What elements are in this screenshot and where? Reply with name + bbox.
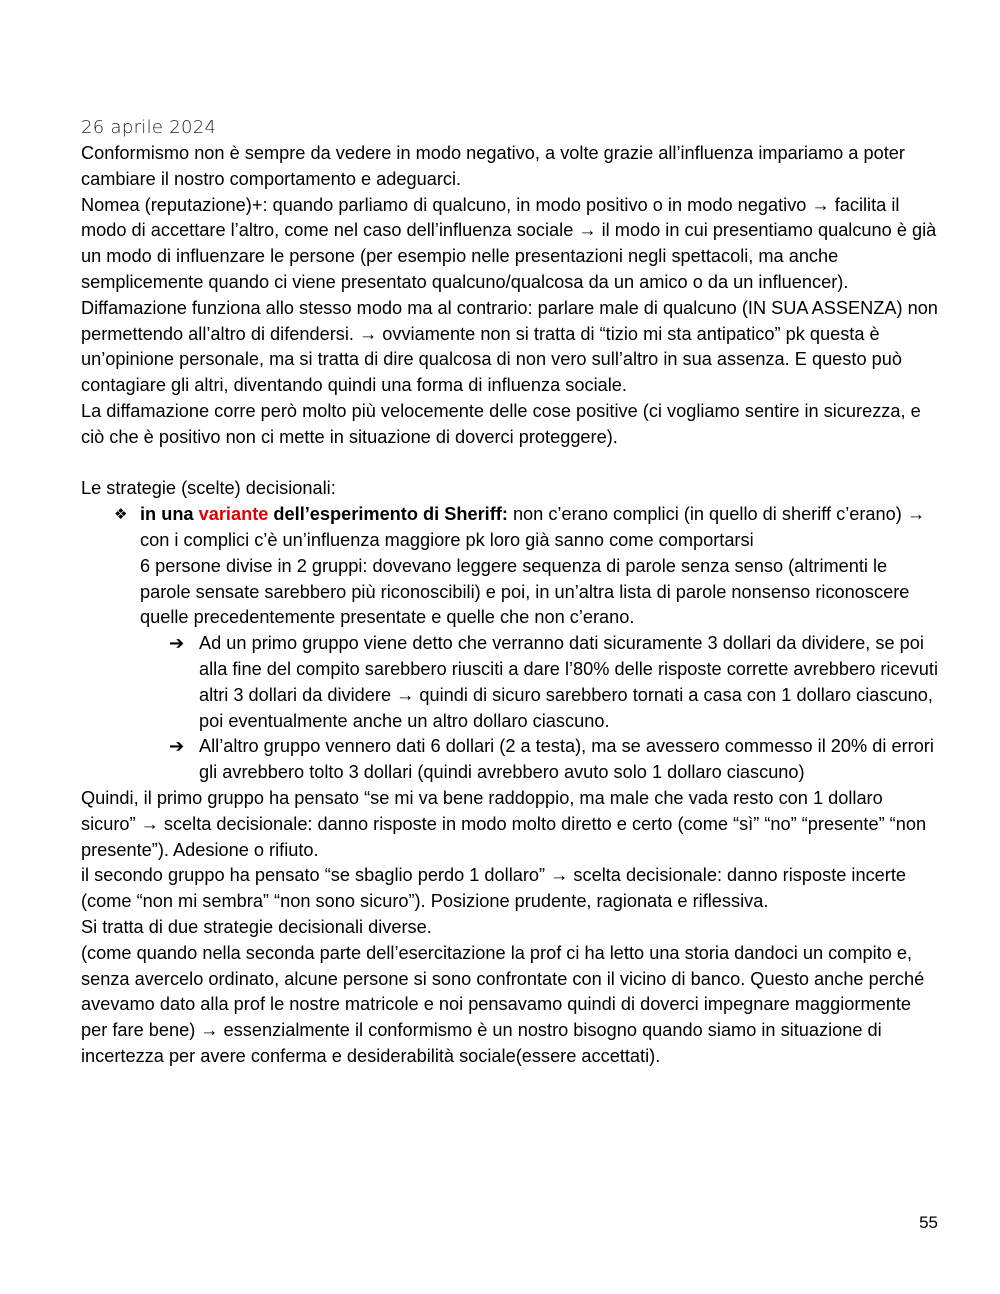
paragraph-diffamazione: Diffamazione funziona allo stesso modo ma al contrario: parlare male di qualcuno (IN SUA ASSENZA) non permettendo all’altro di difendersi. → ovviamente non si tratta di “tizio mi sta antipatico” pk questa è un’opinione personale, ma si tratta di dire qualcosa di non vero sull’altro in sua assenza. E questo può contagiare gli altri, diventando quindi una forma di influenza sociale. <box>81 297 938 396</box>
paragraph-diffamazione-velocita: La diffamazione corre però molto più velocemente delle cose positive (ci vogliamo sentire in sicurezza, e ciò che è positivo non ci mette in situazione di doverci proteggere). <box>81 400 921 447</box>
blank-line <box>81 451 941 477</box>
diamond-bullet-icon: ❖ <box>114 506 128 524</box>
sub-bullet-text: All’altro gruppo vennero dati 6 dollari (2 a testa), ma se avessero commesso il 20% di errori gli avrebbero tolto 3 dollari (quindi avrebbero avuto solo 1 dollaro ciascuno) <box>199 736 934 783</box>
highlight-variante: variante <box>198 504 269 525</box>
arrow-bullet-icon: ➔ <box>169 736 185 757</box>
paragraph-conformismo: Conformismo non è sempre da vedere in modo negativo, a volte grazie all’influenza impariamo a poter cambiare il nostro comportamento e adeguarci. <box>81 143 905 189</box>
sub-bullet-text: Ad un primo gruppo viene detto che verranno dati sicuramente 3 dollari da dividere, se poi alla fine del compito sarebbero riusciti a dare l’80% delle risposte corrette avrebbero ricevuti altri 3 dollari da dividere → quindi di sicuro sarebbero tornati a casa con 1 dollaro ciascuno, poi eventualmente anche un altro dollaro ciascuno. <box>199 633 938 731</box>
conclusion-first-group: Quindi, il primo gruppo ha pensato “se mi va bene raddoppio, ma male che vada resto con 1 dollaro sicuro” → scelta decisionale: danno risposte in modo molto diretto e certo (come “sì” “no” “presente” “non presente”). Adesione o rifiuto. <box>81 787 927 860</box>
bullet-body: non c’erano complici (in quello di sheriff c’erano) → con i complici c’è un’influenza maggiore pk loro già sanno come comportarsi <box>140 504 926 550</box>
paragraph-nomea: Nomea (reputazione)+: quando parliamo di qualcuno, in modo positivo o in modo negativo → facilita il modo di accettare l’altro, come nel caso dell’influenza sociale → il modo in cui presentiamo qualcuno è già un modo di influenzare le persone (per esempio nelle presentazioni negli spettacoli, ma anche semplicemente quando ci viene presentato qualcuno/qualcosa da un amico o da un influencer). <box>81 194 937 292</box>
bullet-text <box>140 502 941 554</box>
sub-bullet-first-group <box>169 631 941 734</box>
bullet-body-groups: 6 persone divise in 2 gruppi: dovevano leggere sequenza di parole senza senso (altrimenti le parole sensate sarebbero più riconoscibili) e poi, in un’altra lista di parole nonsenso riconoscere quelle precedentemente presentate e quelle che non c’erano. <box>140 555 910 628</box>
conclusion-second-group: il secondo gruppo ha pensato “se sbaglio perdo 1 dollaro” → scelta decisionale: danno risposte incerte (come “non mi sembra” “non sono sicuro”). Posizione prudente, ragionata e riflessiva. <box>81 865 907 912</box>
note-date: 26 aprile 2024 <box>81 117 217 138</box>
bullet-bold-lead: in una <box>140 504 199 525</box>
sub-bullet-second-group <box>169 734 941 786</box>
conclusion-esercitazione: (come quando nella seconda parte dell’esercitazione la prof ci ha letto una storia dandoci un compito e, senza avercelo ordinato, alcune persone si sono confrontate con il vicino di banco. Questo anche perché avevamo dato alla prof le nostre matricole e noi pensavamo quindi di doverci impegnare maggiormente per fare bene) → essenzialmente il conformismo è un nostro bisogno quando siamo in situazione di incertezza per avere conferma e desiderabilità sociale(essere accettati). <box>81 942 925 1066</box>
page-number: 55 <box>919 1213 938 1232</box>
arrow-bullet-icon: ➔ <box>169 633 185 654</box>
conclusion-two-strategies: Si tratta di due strategie decisionali diverse. <box>81 916 432 937</box>
bullet-item-sheriff <box>114 502 941 631</box>
strategies-heading: Le strategie (scelte) decisionali: <box>81 478 336 499</box>
page-content <box>81 115 941 1070</box>
bullet-bold-experiment: dell’esperimento di Sheriff: <box>268 504 508 525</box>
